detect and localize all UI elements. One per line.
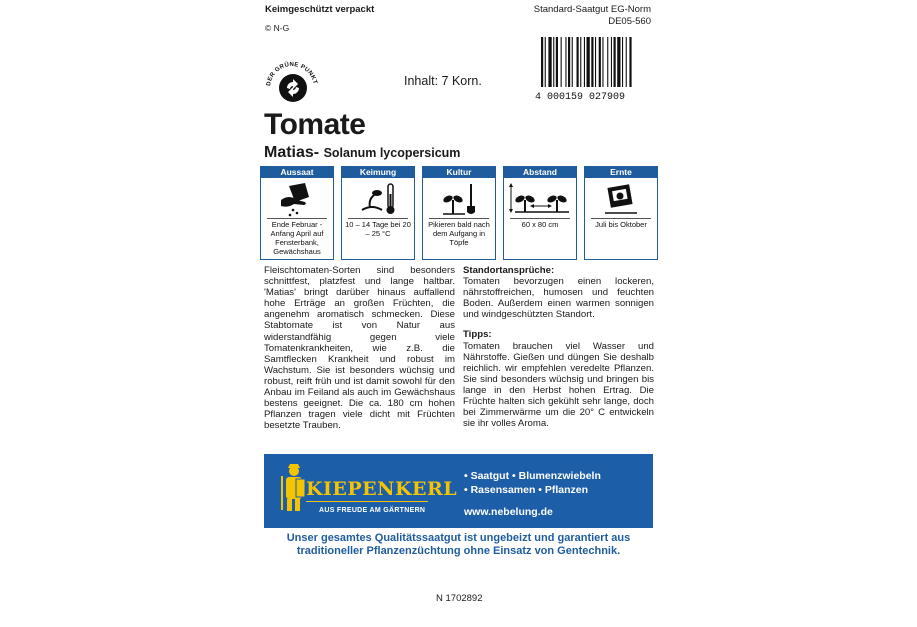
barcode-bar	[556, 37, 558, 87]
svg-text:DER GRÜNE PUNKT: DER GRÜNE PUNKT	[266, 61, 318, 87]
barcode-bar	[572, 37, 573, 87]
barcode-bar	[561, 37, 562, 87]
barcode-bar	[617, 37, 620, 87]
standard-line-2: DE05-560	[608, 16, 651, 27]
info-box-text: Juli bis Oktober	[595, 220, 647, 229]
copyright-note: © N-G	[265, 23, 290, 33]
barcode-bar	[553, 37, 554, 87]
brand-name: KIEPENKERL	[306, 478, 458, 500]
standard-label	[534, 4, 651, 28]
barcode-bar	[568, 37, 570, 87]
standard-line-1: Standard-Saatgut EG-Norm	[533, 4, 651, 15]
cultivation-info	[260, 166, 656, 262]
barcode-digits: 4 000159 027909	[535, 92, 626, 101]
sprout-thermometer-icon	[356, 180, 400, 218]
info-box-keimung	[341, 166, 415, 260]
article-number: N 1702892	[436, 593, 483, 604]
info-box-text: 60 x 80 cm	[521, 220, 559, 229]
barcode	[533, 37, 653, 101]
barcode-bar	[548, 37, 551, 87]
barcode-bar	[599, 37, 601, 87]
info-box-header: Keimung	[342, 167, 414, 178]
location-heading: Standortansprüche:	[463, 265, 555, 276]
barcode-bar	[587, 37, 590, 87]
barcode-bar	[602, 37, 603, 87]
tips-text: Tomaten brauchen viel Wasser und Nährstoffe. Gießen und düngen Sie deshalb reichlich. wir empfehlen veredelte Pflanzen. Sie sind besonders wüchsig und bringen bis lange in den Herbst hohen Ertrag. Die Früchte halten sich gekühlt sehr lange, doch bei Zimmerwärme um die 20° C entwickeln sie ihr volles Aroma.	[463, 340, 654, 430]
product-range-item: • Rasensamen • Pflanzen	[464, 484, 589, 496]
content-amount: Inhalt: 7 Korn.	[404, 74, 482, 88]
barcode-bar	[595, 37, 596, 87]
product-title: Tomate	[264, 108, 366, 141]
info-box-text: Pikieren bald nach dem Aufgang in Töpfe	[428, 220, 490, 247]
barcode-bar	[607, 37, 608, 87]
barcode-bar	[629, 37, 631, 87]
barcode-bar	[626, 37, 627, 87]
barcode-bar	[541, 37, 543, 87]
growing-info	[463, 265, 654, 429]
info-box-abstand	[503, 166, 577, 260]
barcode-bar	[622, 37, 623, 87]
product-description: Fleischtomaten-Sorten sind besonders schnittfest, platzfest und lange haltbar. 'Matias' bringt darüber hinaus auffallend hohe Erträge an großen Früchten, die angenehm aromatisch schmecken. Diese Stabtomate ist von Natur aus widerstandfähig gegen viele Tomatenkrankheiten, wie z.B. die Samtflecken Krankheit und robust im Wachstum. Sie ist besonders wüchsig und robust, reift früh und ist damit sowohl für den Anbau im Feiland als auch im Gewächshaus bestens geeignet. Die ca. 180 cm hohen Pflanzen tragen viele dicht mit Früchten besetzte Trauben.	[264, 265, 455, 432]
barcode-bar	[614, 37, 616, 87]
gruener-punkt-logo	[262, 54, 324, 106]
barcode-bar	[545, 37, 546, 87]
harvest-basket-icon	[599, 180, 643, 218]
brand-slogan: AUS FREUDE AM GÄRTNERN	[319, 507, 426, 514]
barcode-bar	[565, 37, 566, 87]
info-box-ernte	[584, 166, 658, 260]
quality-note: Unser gesamtes Qualitätssaatgut ist ungebeizt und garantiert aus traditioneller Pflanzenzüchtung ohne Einsatz von Gentechnik.	[286, 532, 631, 557]
plant-spacing-icon	[507, 180, 573, 218]
info-box-text: Ende Februar - Anfang April auf Fensterbank, Gewächshaus	[270, 220, 324, 256]
info-box-header: Abstand	[504, 167, 576, 178]
info-box-text: 10 – 14 Tage bei 20 – 25 °C	[345, 220, 411, 238]
product-range-list	[464, 469, 601, 497]
product-subtitle	[264, 144, 460, 162]
info-box-header: Kultur	[423, 167, 495, 178]
brand-url[interactable]: www.nebelung.de	[464, 506, 553, 518]
barcode-bar	[580, 37, 581, 87]
location-text: Tomaten bevorzugen einen lockeren, nährstoffreichen, humosen und feuchten Boden. Außerdem einen warmen sonnigen und windgeschützten Standort.	[463, 276, 654, 321]
latin-name: Solanum lycopersicum	[323, 146, 461, 160]
variety-name: Matias-	[264, 144, 320, 161]
info-box-kultur	[422, 166, 496, 260]
barcode-bar	[577, 37, 579, 87]
product-range-item: • Saatgut • Blumenzwiebeln	[464, 470, 601, 482]
seedling-shovel-icon	[437, 180, 481, 218]
sowing-hand-icon	[275, 180, 319, 218]
brand-banner	[264, 454, 653, 528]
barcode-bar	[591, 37, 593, 87]
tips-heading: Tipps:	[463, 329, 492, 341]
barcode-bar	[584, 37, 585, 87]
info-box-aussaat	[260, 166, 334, 260]
info-box-header: Ernte	[585, 167, 657, 178]
info-box-header: Aussaat	[261, 167, 333, 178]
barcode-bar	[611, 37, 612, 87]
packaging-note: Keimgeschützt verpackt	[265, 4, 375, 15]
